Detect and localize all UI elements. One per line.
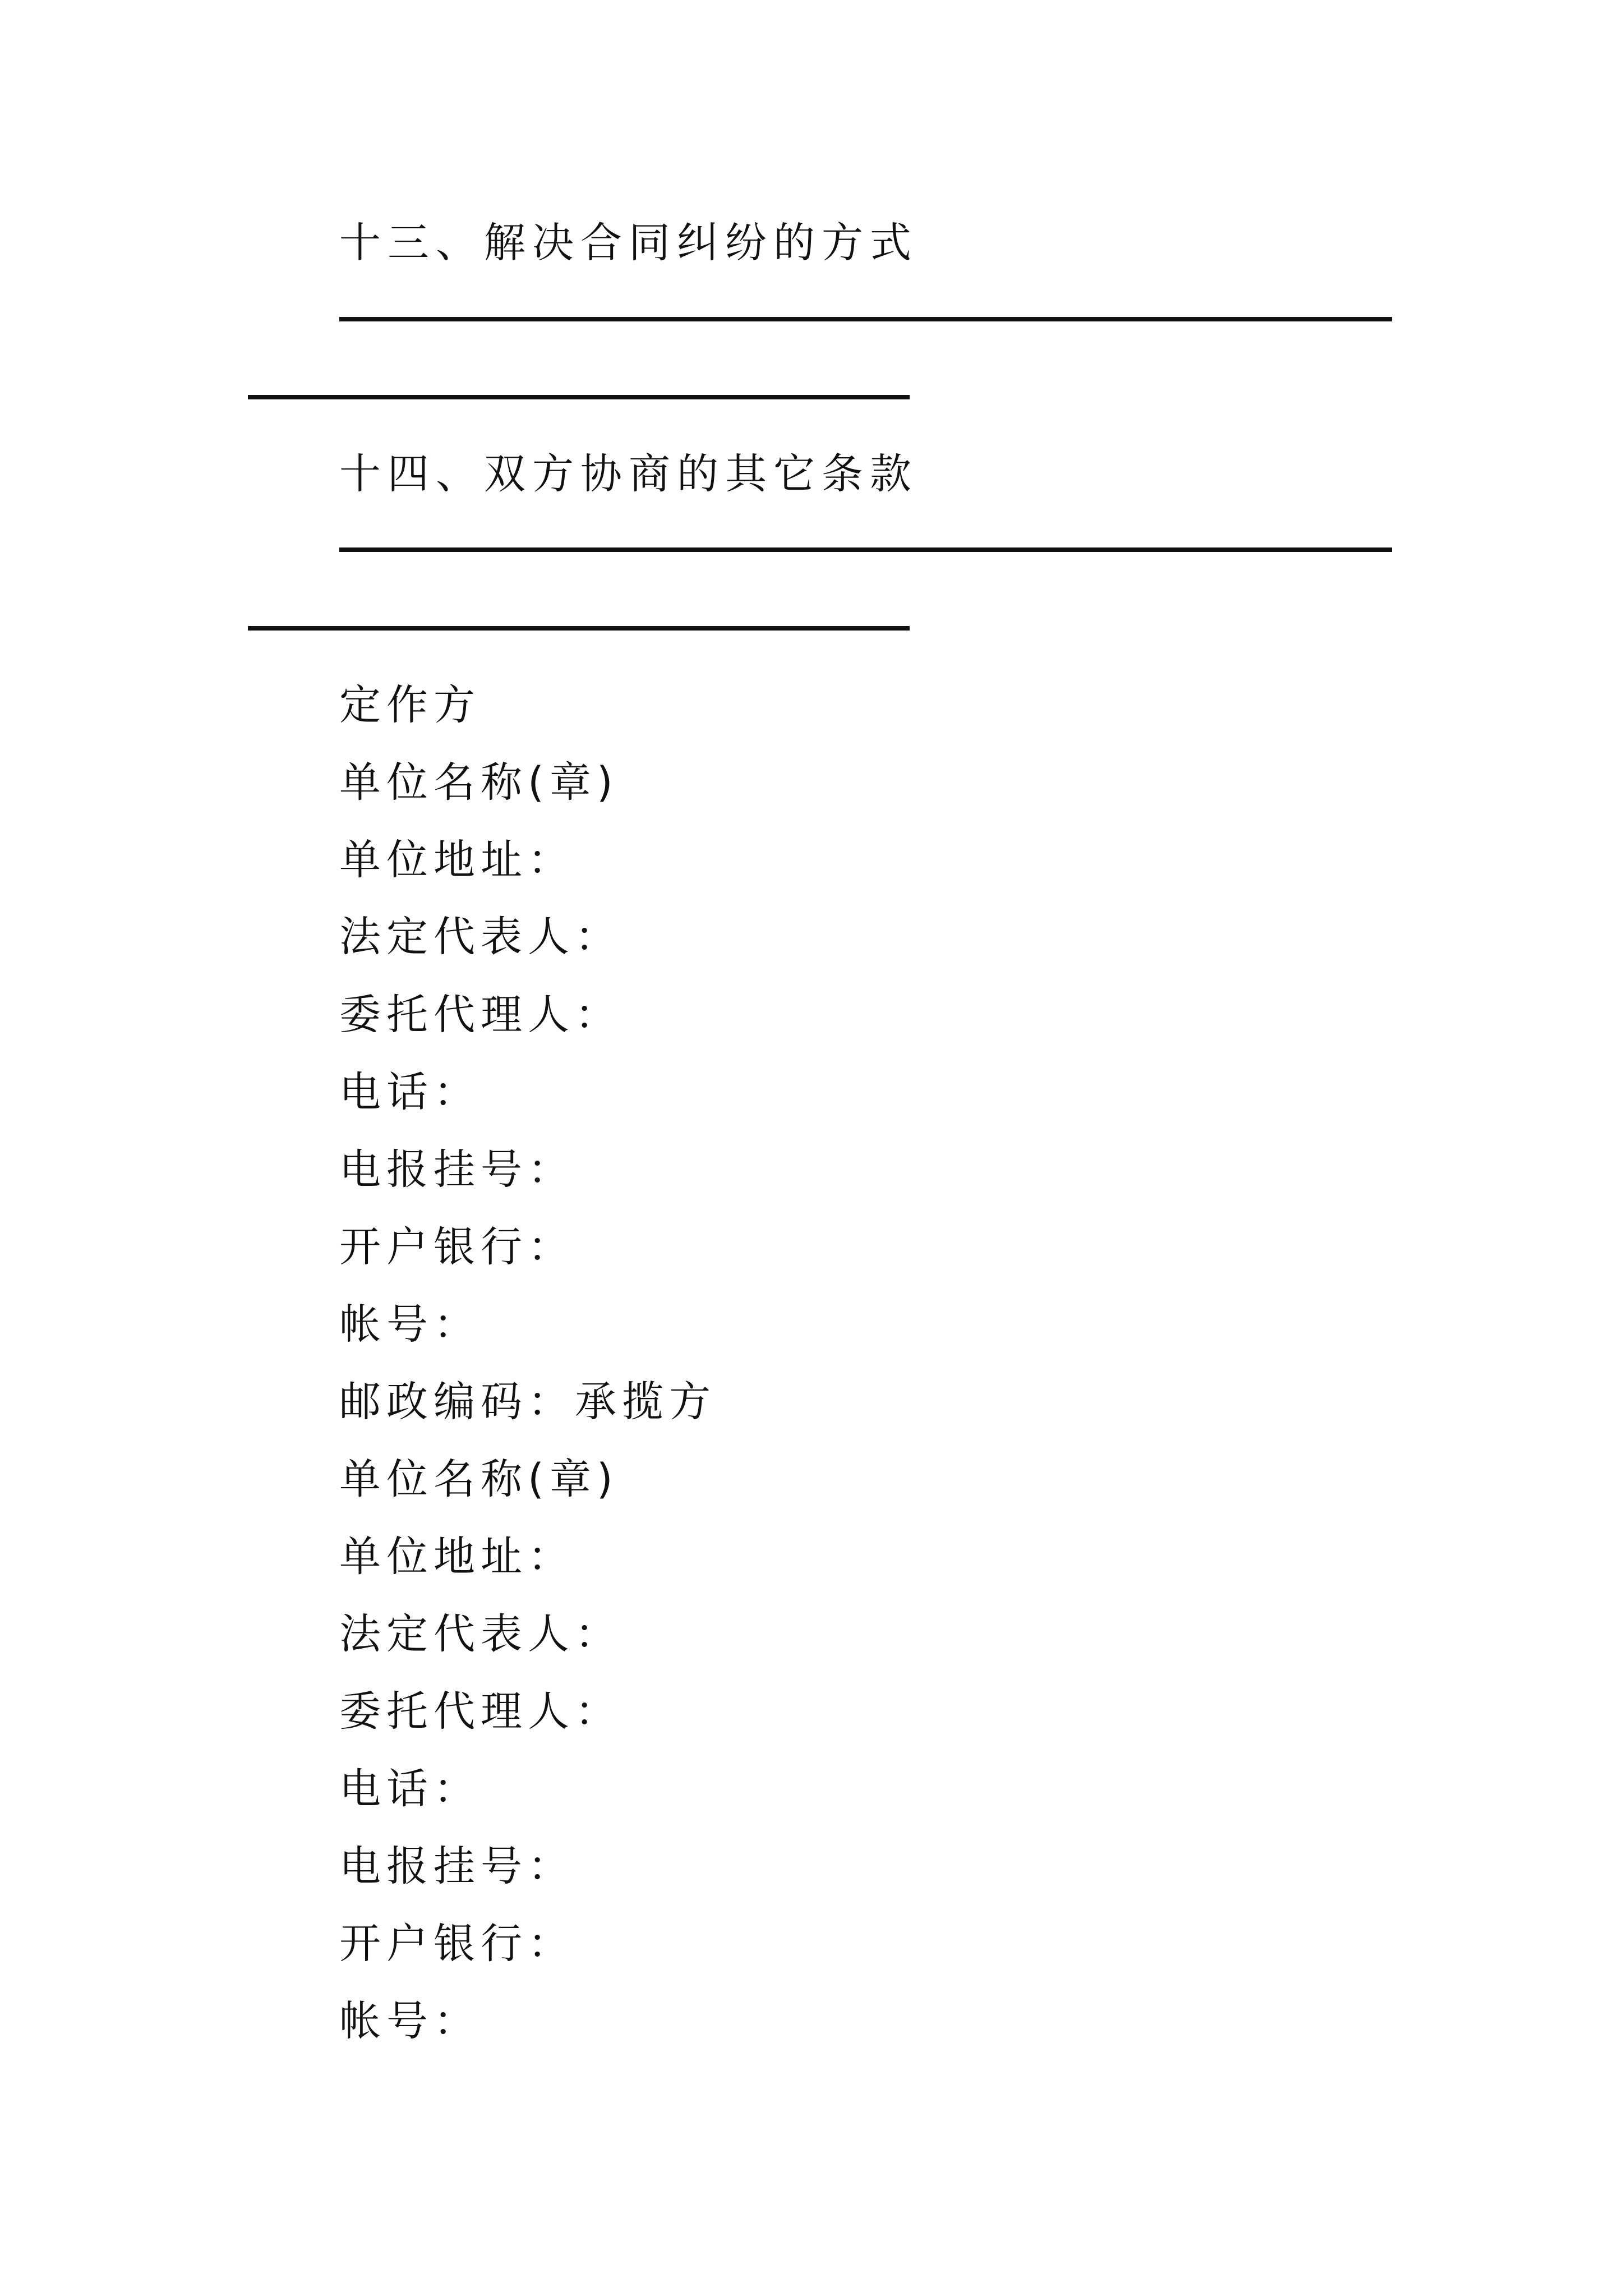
party-b-legal-representative: 法定代表人： <box>339 1610 622 1658</box>
party-a-title: 定作方 <box>339 681 481 729</box>
section-14-blank-line-2 <box>248 626 910 631</box>
party-a-legal-representative: 法定代表人： <box>339 913 622 961</box>
party-b-account: 帐号： <box>339 1997 481 2045</box>
section-14-blank-line-1 <box>339 547 1392 552</box>
postal-code-and-party-b-title: 邮政编码：承揽方 <box>339 1378 716 1426</box>
party-b-bank: 开户银行： <box>339 1920 575 1968</box>
party-b-telegraph-code: 电报挂号： <box>339 1842 575 1890</box>
section-14-heading: 十四、双方协商的其它条款 <box>339 450 918 498</box>
party-a-unit-name: 单位名称(章) <box>339 758 619 807</box>
section-13-blank-line-1 <box>339 317 1392 321</box>
party-b-unit-name: 单位名称(章) <box>339 1455 619 1503</box>
party-a-bank: 开户银行： <box>339 1223 575 1271</box>
section-13-heading: 十三、解决合同纠纷的方式 <box>339 219 918 267</box>
party-a-telegraph-code: 电报挂号： <box>339 1145 575 1194</box>
section-13-blank-line-2 <box>248 395 910 399</box>
party-b-authorized-agent: 委托代理人： <box>339 1687 622 1736</box>
party-a-phone: 电话： <box>339 1068 481 1116</box>
party-a-authorized-agent: 委托代理人： <box>339 991 622 1039</box>
party-b-unit-address: 单位地址： <box>339 1533 575 1581</box>
party-a-unit-address: 单位地址： <box>339 836 575 884</box>
party-b-phone: 电话： <box>339 1765 481 1813</box>
party-a-account: 帐号： <box>339 1300 481 1349</box>
